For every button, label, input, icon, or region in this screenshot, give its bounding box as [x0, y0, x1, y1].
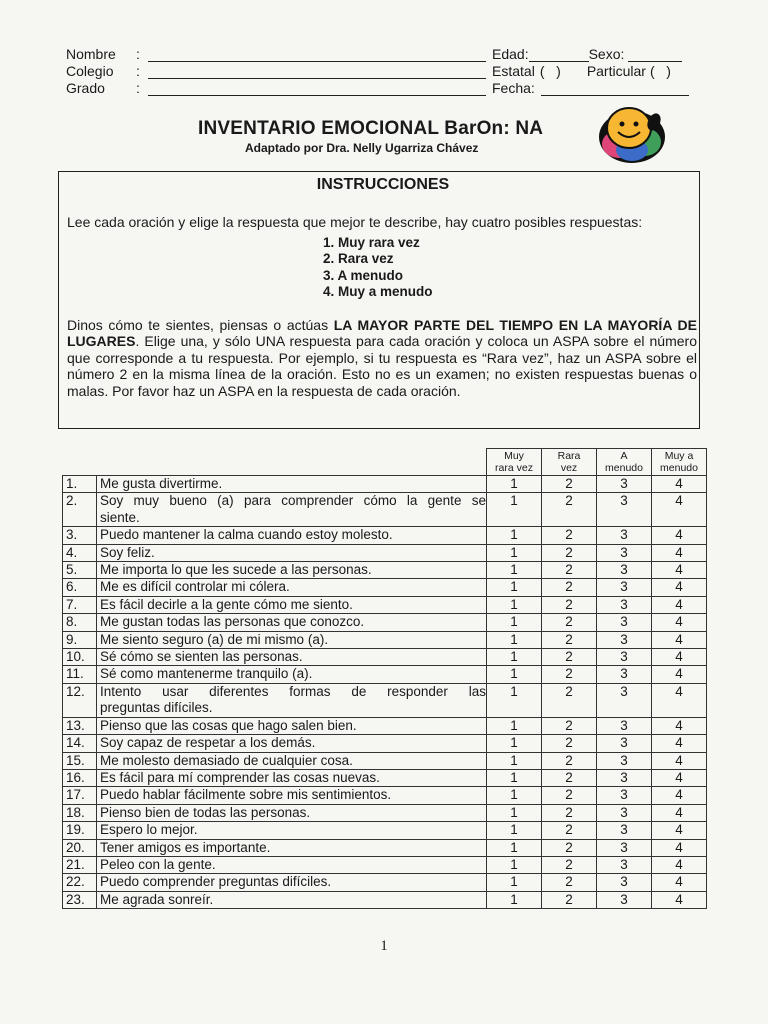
table-row [63, 717, 707, 734]
response-value-3[interactable]: 3 [597, 649, 652, 666]
item-number: 23. [63, 891, 97, 908]
item-text: Peleo con la gente. [97, 856, 487, 873]
response-option: 3. A menudo [323, 267, 404, 283]
item-text: Soy capaz de respetar a los demás. [97, 735, 487, 752]
response-option: 2. Rara vez [323, 251, 394, 266]
response-value-2[interactable]: 2 [542, 683, 597, 717]
response-value-3[interactable]: 3 [597, 839, 652, 856]
response-value-4[interactable]: 4 [652, 579, 707, 596]
table-row [63, 614, 707, 631]
nombre-label: Nombre [66, 46, 116, 62]
item-number: 16. [63, 769, 97, 786]
response-value-4[interactable]: 4 [652, 717, 707, 734]
response-value-3[interactable]: 3 [597, 631, 652, 648]
item-text-line: Intento usar diferentes formas de responder las [100, 683, 486, 699]
response-value-2[interactable]: 2 [542, 666, 597, 683]
instructions-emphasis: LA MAYOR PARTE DEL TIEMPO EN LA MAYORÍA DE LUGARES [67, 316, 697, 349]
response-value-4[interactable]: 4 [652, 874, 707, 891]
edad-field[interactable] [529, 49, 589, 62]
response-value-4[interactable]: 4 [652, 787, 707, 804]
table-row [63, 839, 707, 856]
item-text [97, 683, 487, 717]
response-value-4[interactable]: 4 [652, 631, 707, 648]
item-text-line: siente. [100, 509, 140, 525]
response-value-2[interactable]: 2 [542, 649, 597, 666]
item-text: Pienso bien de todas las personas. [97, 804, 487, 821]
response-value-1[interactable]: 1 [487, 666, 542, 683]
response-value-3[interactable]: 3 [597, 579, 652, 596]
response-value-1[interactable]: 1 [487, 596, 542, 613]
column-header-rara-vez [542, 449, 597, 476]
particular-checkbox[interactable]: ( ) [649, 63, 671, 79]
item-text: Me importa lo que les sucede a las personas. [97, 562, 487, 579]
response-value-2[interactable]: 2 [542, 493, 597, 527]
item-text: Pienso que las cosas que hago salen bien. [97, 717, 487, 734]
item-text-line: Soy muy bueno (a) para comprender cómo la gente se [100, 493, 486, 509]
response-value-3[interactable]: 3 [597, 666, 652, 683]
response-value-2[interactable]: 2 [542, 856, 597, 873]
response-value-1[interactable]: 1 [487, 839, 542, 856]
table-row [63, 476, 707, 493]
item-number: 20. [63, 839, 97, 856]
grado-label: Grado [66, 80, 105, 96]
colon: : [136, 63, 140, 79]
item-text: Me es difícil controlar mi cólera. [97, 579, 487, 596]
response-value-1[interactable]: 1 [487, 562, 542, 579]
item-number: 17. [63, 787, 97, 804]
instructions-box [58, 171, 700, 429]
item-text: Es fácil decirle a la gente cómo me siento. [97, 596, 487, 613]
table-row [63, 769, 707, 786]
response-value-1[interactable]: 1 [487, 735, 542, 752]
response-value-2[interactable]: 2 [542, 891, 597, 908]
colon: : [136, 46, 140, 62]
response-value-4[interactable]: 4 [652, 476, 707, 493]
response-value-3[interactable]: 3 [597, 544, 652, 561]
response-value-1[interactable]: 1 [487, 476, 542, 493]
response-value-3[interactable]: 3 [597, 804, 652, 821]
response-value-2[interactable]: 2 [542, 839, 597, 856]
response-value-3[interactable]: 3 [597, 769, 652, 786]
table-row [63, 527, 707, 544]
response-value-1[interactable]: 1 [487, 874, 542, 891]
edad-label: Edad: [492, 46, 529, 62]
table-row [63, 544, 707, 561]
table-row [63, 493, 707, 527]
column-header-line: Rara [557, 450, 581, 462]
response-value-3[interactable]: 3 [597, 752, 652, 769]
colon: : [136, 80, 140, 96]
response-value-1[interactable]: 1 [487, 891, 542, 908]
item-number: 12. [63, 683, 97, 717]
item-number: 18. [63, 804, 97, 821]
item-text: Sé como mantenerme tranquilo (a). [97, 666, 487, 683]
estatal-checkbox[interactable]: ( ) [539, 63, 561, 79]
item-number: 15. [63, 752, 97, 769]
item-text: Espero lo mejor. [97, 822, 487, 839]
table-row [63, 787, 707, 804]
item-text: Es fácil para mí comprender las cosas nuevas. [97, 769, 487, 786]
column-header-a-menudo [597, 449, 652, 476]
fecha-label: Fecha: [492, 80, 535, 96]
colegio-field[interactable] [148, 65, 486, 79]
nombre-field[interactable] [148, 48, 486, 62]
response-value-3[interactable]: 3 [597, 856, 652, 873]
response-value-3[interactable]: 3 [597, 717, 652, 734]
response-value-2[interactable]: 2 [542, 579, 597, 596]
response-value-2[interactable]: 2 [542, 562, 597, 579]
response-option: 4. Muy a menudo [323, 284, 433, 299]
edad-sexo-row [492, 45, 702, 62]
sexo-field[interactable] [628, 49, 682, 62]
item-text: Me molesto demasiado de cualquier cosa. [97, 752, 487, 769]
item-number: 2. [63, 493, 97, 527]
response-value-2[interactable]: 2 [542, 631, 597, 648]
response-value-1[interactable]: 1 [487, 527, 542, 544]
response-value-1[interactable]: 1 [487, 683, 542, 717]
document-subtitle: Adaptado por Dra. Nelly Ugarriza Chávez [245, 141, 479, 155]
response-value-1[interactable]: 1 [487, 822, 542, 839]
item-text: Me agrada sonreír. [97, 891, 487, 908]
item-number: 22. [63, 874, 97, 891]
response-value-2[interactable]: 2 [542, 527, 597, 544]
column-header-line: rara vez [495, 462, 533, 474]
response-value-2[interactable]: 2 [542, 476, 597, 493]
response-value-1[interactable]: 1 [487, 752, 542, 769]
response-value-4[interactable]: 4 [652, 856, 707, 873]
tipo-colegio-row [492, 62, 702, 79]
response-value-4[interactable]: 4 [652, 735, 707, 752]
response-value-2[interactable]: 2 [542, 614, 597, 631]
item-number: 19. [63, 822, 97, 839]
response-value-2[interactable]: 2 [542, 822, 597, 839]
instructions-details-text: . Elige una, y sólo UNA respuesta para cada oración y coloca un ASPA sobre el número que corresponde a tu respuesta. Por ejemplo, si tu respuesta es “Rara vez”, haz un ASPA sobre el número 2 en la misma línea de la oración. Esto no es un examen; no existen respuestas buenas o malas. Por favor haz un ASPA en la respuesta de cada oración. [67, 333, 697, 399]
item-number: 9. [63, 631, 97, 648]
response-value-3[interactable]: 3 [597, 891, 652, 908]
response-value-4[interactable]: 4 [652, 839, 707, 856]
response-value-4[interactable]: 4 [652, 769, 707, 786]
response-value-3[interactable]: 3 [597, 874, 652, 891]
table-row [63, 735, 707, 752]
item-number: 10. [63, 649, 97, 666]
table-row [63, 649, 707, 666]
item-text [97, 493, 487, 527]
instructions-details [67, 317, 697, 400]
item-number: 7. [63, 596, 97, 613]
column-header-line: menudo [605, 462, 643, 474]
item-number: 3. [63, 527, 97, 544]
response-value-1[interactable]: 1 [487, 649, 542, 666]
instructions-details-text: Dinos cómo te sientes, piensas o actúas [67, 316, 334, 333]
response-value-4[interactable]: 4 [652, 562, 707, 579]
response-value-3[interactable]: 3 [597, 683, 652, 717]
student-info-fields [66, 45, 486, 96]
item-text: Me gustan todas las personas que conozco. [97, 614, 487, 631]
table-row [63, 631, 707, 648]
response-value-3[interactable]: 3 [597, 787, 652, 804]
response-value-4[interactable]: 4 [652, 804, 707, 821]
fecha-field[interactable] [541, 83, 689, 96]
item-number: 8. [63, 614, 97, 631]
response-value-4[interactable]: 4 [652, 649, 707, 666]
table-row [63, 752, 707, 769]
table-row [63, 683, 707, 717]
response-value-4[interactable]: 4 [652, 493, 707, 527]
column-header-line: A [620, 450, 628, 462]
nombre-row [66, 45, 486, 62]
column-header-muy-rara-vez [487, 449, 542, 476]
page-number: 1 [380, 938, 388, 954]
item-text: Me gusta divertirme. [97, 476, 487, 493]
item-text: Puedo hablar fácilmente sobre mis sentimientos. [97, 787, 487, 804]
response-value-4[interactable]: 4 [652, 891, 707, 908]
particular-label: Particular [586, 63, 646, 79]
response-value-4[interactable]: 4 [652, 614, 707, 631]
item-text: Me siento seguro (a) de mi mismo (a). [97, 631, 487, 648]
response-value-1[interactable]: 1 [487, 804, 542, 821]
response-value-1[interactable]: 1 [487, 856, 542, 873]
response-value-3[interactable]: 3 [597, 614, 652, 631]
response-value-2[interactable]: 2 [542, 874, 597, 891]
grado-row [66, 79, 486, 96]
item-number: 1. [63, 476, 97, 493]
response-value-3[interactable]: 3 [597, 476, 652, 493]
table-row [63, 822, 707, 839]
response-value-1[interactable]: 1 [487, 493, 542, 527]
header-spacer [63, 449, 487, 476]
response-value-2[interactable]: 2 [542, 752, 597, 769]
colegio-row [66, 62, 486, 79]
column-header-line: menudo [660, 462, 698, 474]
response-value-1[interactable]: 1 [487, 614, 542, 631]
table-row [63, 874, 707, 891]
response-value-4[interactable]: 4 [652, 822, 707, 839]
response-value-4[interactable]: 4 [652, 596, 707, 613]
response-value-1[interactable]: 1 [487, 544, 542, 561]
demographic-fields [492, 45, 702, 96]
colegio-label: Colegio [66, 63, 114, 79]
sexo-label: Sexo: [588, 46, 625, 62]
item-number: 4. [63, 544, 97, 561]
item-number: 21. [63, 856, 97, 873]
response-value-4[interactable]: 4 [652, 666, 707, 683]
response-value-2[interactable]: 2 [542, 544, 597, 561]
response-value-3[interactable]: 3 [597, 735, 652, 752]
response-value-2[interactable]: 2 [542, 804, 597, 821]
item-text: Puedo comprender preguntas difíciles. [97, 874, 487, 891]
item-text: Soy feliz. [97, 544, 487, 561]
response-value-3[interactable]: 3 [597, 822, 652, 839]
item-number: 6. [63, 579, 97, 596]
item-number: 14. [63, 735, 97, 752]
grado-field[interactable] [148, 82, 486, 96]
column-header-line: vez [560, 462, 578, 474]
table-row [63, 562, 707, 579]
response-option: 1. Muy rara vez [323, 234, 420, 250]
response-value-1[interactable]: 1 [487, 579, 542, 596]
questionnaire-table [62, 448, 707, 909]
response-options [323, 235, 699, 301]
items-body [63, 476, 707, 909]
response-value-2[interactable]: 2 [542, 596, 597, 613]
table-row [63, 579, 707, 596]
response-value-1[interactable]: 1 [487, 717, 542, 734]
response-value-4[interactable]: 4 [652, 544, 707, 561]
table-row [63, 804, 707, 821]
table-row [63, 891, 707, 908]
response-value-1[interactable]: 1 [487, 631, 542, 648]
response-value-2[interactable]: 2 [542, 717, 597, 734]
table-row [63, 856, 707, 873]
response-value-1[interactable]: 1 [487, 769, 542, 786]
response-value-1[interactable]: 1 [487, 787, 542, 804]
table-header-row [63, 449, 707, 476]
item-text: Puedo mantener la calma cuando estoy molesto. [97, 527, 487, 544]
column-header-muy-a-menudo [652, 449, 707, 476]
response-value-2[interactable]: 2 [542, 787, 597, 804]
smiley-logo-icon [594, 100, 668, 166]
item-number: 5. [63, 562, 97, 579]
response-value-4[interactable]: 4 [652, 752, 707, 769]
document-title: INVENTARIO EMOCIONAL BarOn: NA [198, 118, 544, 139]
item-text-line: preguntas difíciles. [100, 700, 213, 716]
instructions-intro: Lee cada oración y elige la respuesta que mejor te describe, hay cuatro posibles respuestas: [67, 214, 643, 230]
item-text: Tener amigos es importante. [97, 839, 487, 856]
item-number: 13. [63, 717, 97, 734]
column-header-line: Muy a [664, 450, 694, 462]
response-value-3[interactable]: 3 [597, 527, 652, 544]
response-value-3[interactable]: 3 [597, 493, 652, 527]
response-value-3[interactable]: 3 [597, 562, 652, 579]
response-value-4[interactable]: 4 [652, 527, 707, 544]
estatal-label: Estatal [492, 63, 535, 79]
column-header-line: Muy [504, 450, 524, 462]
response-value-4[interactable]: 4 [652, 683, 707, 717]
item-text: Sé cómo se sienten las personas. [97, 649, 487, 666]
table-row [63, 666, 707, 683]
response-value-2[interactable]: 2 [542, 735, 597, 752]
response-value-3[interactable]: 3 [597, 596, 652, 613]
table-row [63, 596, 707, 613]
item-number: 11. [63, 666, 97, 683]
fecha-row [492, 79, 702, 96]
response-value-2[interactable]: 2 [542, 769, 597, 786]
instructions-heading: INSTRUCCIONES [316, 176, 450, 193]
